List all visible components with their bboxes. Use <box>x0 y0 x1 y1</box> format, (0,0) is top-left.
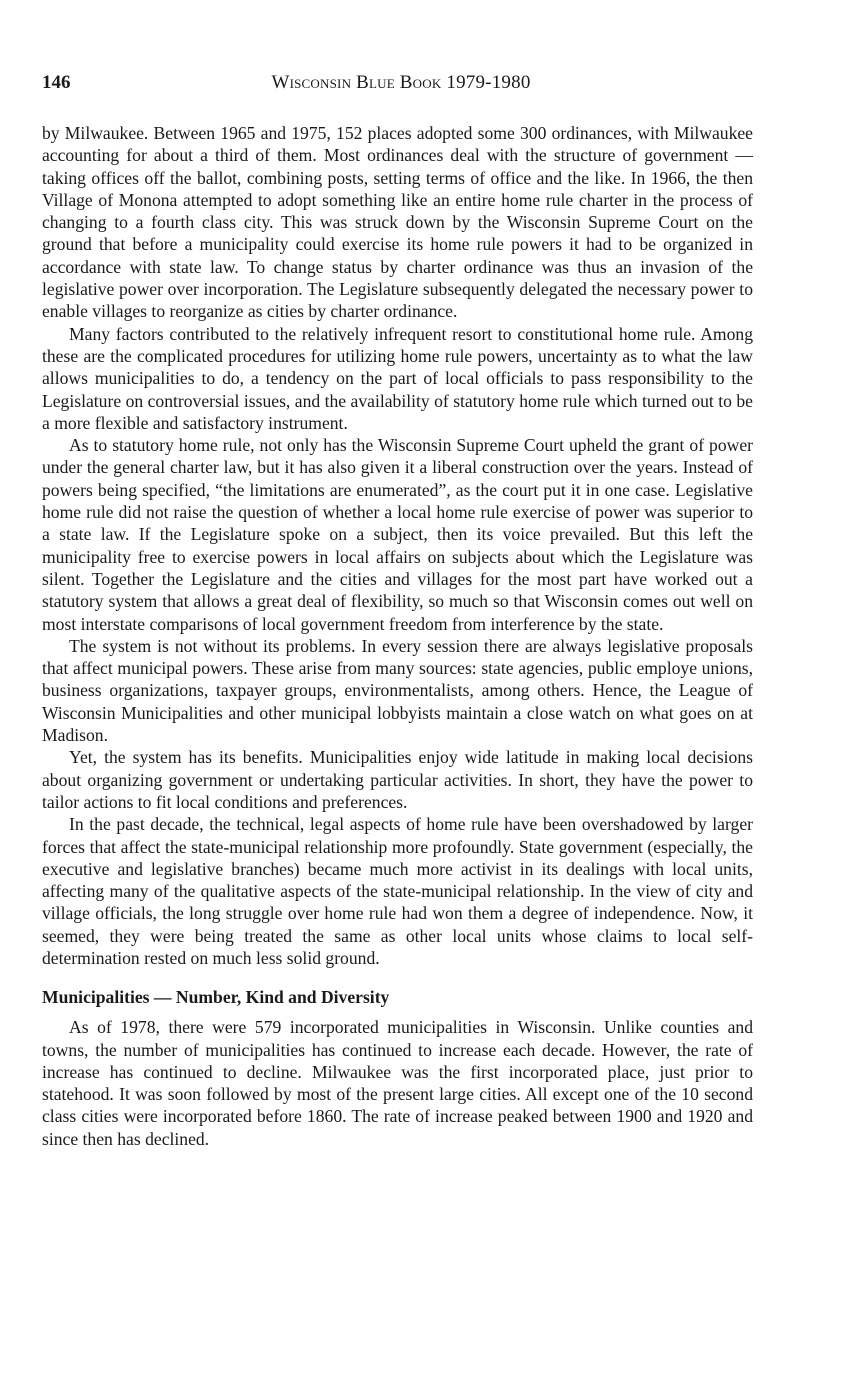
book-title: Wisconsin Blue Book 1979-1980 <box>271 72 531 93</box>
paragraph-constitutional-home-rule: Many factors contributed to the relatively infrequent resort to constitutional home rule. Among these are the complicated procedures for utilizing home rule powers, uncertainty as to what the law allows municipalities to do, a tendency on the part of local officials to pass responsibility to the Legislature on controversial issues, and the availability of statutory home rule which turned out to be a more flexible and satisfactory instrument. <box>42 323 753 433</box>
running-head <box>42 71 760 95</box>
paragraph-past-decade: In the past decade, the technical, legal aspects of home rule have been overshadowed by larger forces that affect the state-municipal relationship more profoundly. State government (especially, the executive and legislative branches) became much more activist in its dealings with local units, affecting many of the qualitative aspects of the state-municipal relationship. In the view of city and village officials, the long struggle over home rule had won them a degree of independence. Now, it seemed, they were being treated the same as other local units whose claims to local self-determination rested on much less solid ground. <box>42 814 753 968</box>
body-text <box>42 122 753 1150</box>
paragraph-statutory-home-rule: As to statutory home rule, not only has the Wisconsin Supreme Court upheld the grant of power under the general charter law, but it has also given it a liberal construction over the years. Instead of powers being specified, “the limitations are enumerated”, as the court put it in one case. Legislative home rule did not raise the question of whether a local home rule exercise of power was superior to a state law. If the Legislature spoke on a subject, then its voice prevailed. But this left the municipality free to exercise powers in local affairs on subjects about which the Legislature was silent. Together the Legislature and the cities and villages for the most part have worked out a statutory system that allows a great deal of flexibility, so much so that Wisconsin comes out well on most interstate comparisons of local government freedom from interference by the state. <box>42 435 753 634</box>
paragraph-system-problems: The system is not without its problems. In every session there are always legislative proposals that affect municipal powers. These arise from many sources: state agencies, public employe unions, business organizations, taxpayer groups, environmentalists, among others. Hence, the League of Wisconsin Municipalities and other municipal lobbyists maintain a close watch on what goes on at Madison. <box>42 635 753 746</box>
paragraph-system-benefits: Yet, the system has its benefits. Municipalities enjoy wide latitude in making local decisions about organizing government or undertaking particular activities. In short, they have the power to tailor actions to fit local conditions and preferences. <box>42 747 753 812</box>
paragraph-continuation: by Milwaukee. Between 1965 and 1975, 152 places adopted some 300 ordinances, with Milwaukee accounting for about a third of them. Most ordinances deal with the structure of government — taking offices off the ballot, combining posts, setting terms of office and the like. In 1966, the then Village of Monona attempted to adopt something like an entire home rule charter in the process of changing to a fourth class city. This was struck down by the Wisconsin Supreme Court on the ground that before a municipality could exercise its home rule powers it had to be organized in accordance with state law. To change status by charter ordinance was thus an invasion of the legislative power over incorporation. The Legislature subsequently delegated the necessary power to enable villages to reorganize as cities by charter ordinance. <box>42 123 753 322</box>
page-number: 146 <box>42 72 71 93</box>
section-heading: Municipalities — Number, Kind and Diversity <box>42 987 390 1008</box>
paragraph-municipalities-count: As of 1978, there were 579 incorporated municipalities in Wisconsin. Unlike counties and towns, the number of municipalities has continued to increase each decade. However, the rate of increase has continued to decline. Milwaukee was the first incorporated place, just prior to statehood. It was soon followed by most of the present large cities. All except one of the 10 second class cities were incorporated before 1860. The rate of increase peaked between 1900 and 1920 and since then has declined. <box>42 1017 753 1149</box>
